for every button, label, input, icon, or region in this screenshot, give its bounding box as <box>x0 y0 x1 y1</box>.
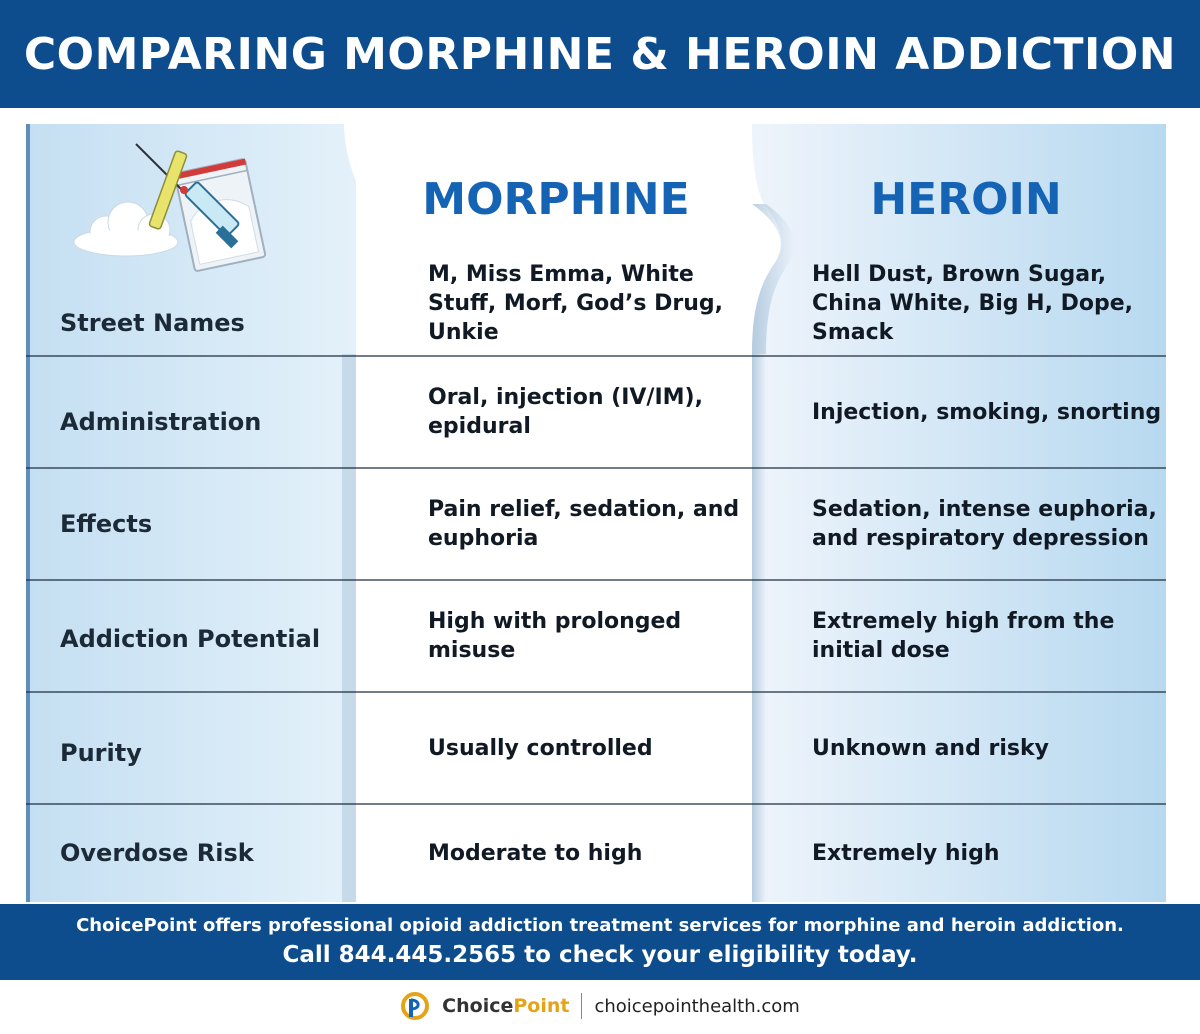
row-label: Administration <box>60 408 262 436</box>
morphine-cell: M, Miss Emma, White Stuff, Morf, God’s Drug, Unkie <box>428 261 724 345</box>
table-row <box>26 804 1166 902</box>
footer-banner <box>0 904 1200 980</box>
comparison-table <box>26 124 1166 902</box>
heroin-cell: Extremely high from the initial dose <box>812 609 1115 663</box>
column-heading-morphine: MORPHINE <box>422 173 690 225</box>
heroin-cell: Sedation, intense euphoria, and respiratory depression <box>812 497 1157 551</box>
row-label: Addiction Potential <box>60 625 321 653</box>
column-heading-heroin: HEROIN <box>870 173 1062 225</box>
heroin-cell: Injection, smoking, snorting <box>812 399 1162 425</box>
table-row <box>26 580 1166 692</box>
table-row <box>26 250 1166 356</box>
table-row <box>26 356 1166 468</box>
table-row <box>26 468 1166 580</box>
footer-call-to-action: Call 844.445.2565 to check your eligibility today. <box>282 942 918 968</box>
brand-logo-text: ChoicePoint <box>442 995 570 1017</box>
morphine-cell: Oral, injection (IV/IM), epidural <box>428 385 703 439</box>
heroin-cell: Hell Dust, Brown Sugar, China White, Big H, Dope, Smack <box>812 261 1133 345</box>
morphine-cell: Moderate to high <box>428 840 643 866</box>
morphine-cell: Pain relief, sedation, and euphoria <box>428 497 740 551</box>
row-label: Purity <box>60 739 142 767</box>
brand-divider <box>581 993 582 1019</box>
table-row <box>26 692 1166 804</box>
row-label: Overdose Risk <box>60 839 254 867</box>
row-label: Effects <box>60 510 153 538</box>
page-title: COMPARING MORPHINE & HEROIN ADDICTION <box>23 28 1177 80</box>
row-label: Street Names <box>60 309 245 337</box>
choicepoint-logo-icon <box>400 991 430 1021</box>
heroin-cell: Extremely high <box>812 840 1000 866</box>
brand-bar <box>0 986 1200 1026</box>
heroin-cell: Unknown and risky <box>812 735 1049 761</box>
morphine-cell: Usually controlled <box>428 735 653 761</box>
footer-line-1: ChoicePoint offers professional opioid addiction treatment services for morphine and heroin addiction. <box>76 915 1124 936</box>
website-link[interactable]: choicepointhealth.com <box>594 995 800 1017</box>
title-banner <box>0 0 1200 108</box>
morphine-cell: High with prolonged misuse <box>428 609 682 663</box>
